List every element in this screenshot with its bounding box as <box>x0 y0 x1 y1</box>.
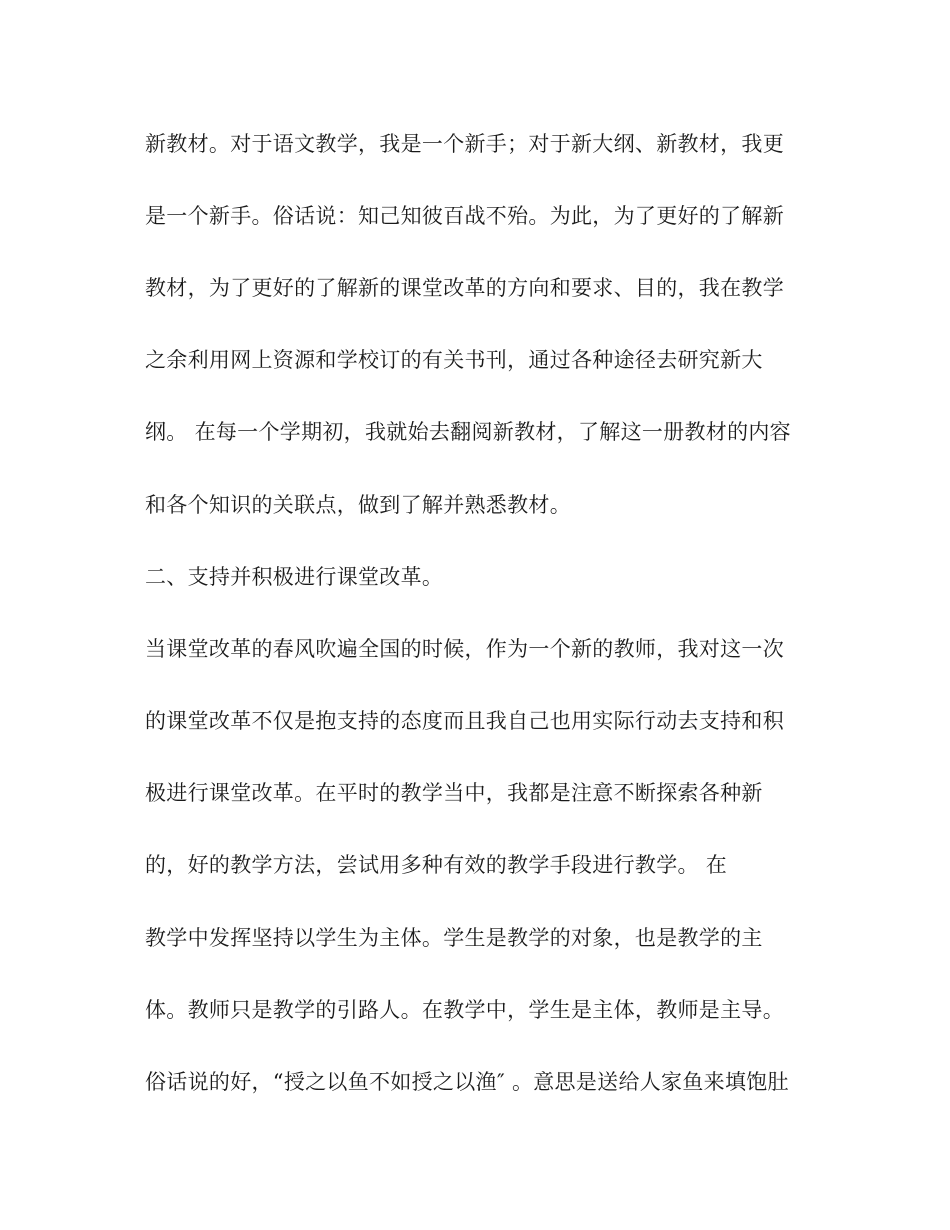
body-text-line: 是一个新手。俗话说：知己知彼百战不殆。为此，为了更好的了解新 <box>145 204 784 228</box>
body-text-line: 俗话说的好，“授之以鱼不如授之以渔″ 。意思是送给人家鱼来填饱肚 <box>145 1070 789 1094</box>
body-text-line: 的，好的教学方法，尝试用多种有效的教学手段进行教学。 在 <box>145 853 728 877</box>
body-text-line: 极进行课堂改革。在平时的教学当中，我都是注意不断探索各种新 <box>145 781 763 805</box>
section-heading: 二、支持并积极进行课堂改革。 <box>145 565 444 589</box>
body-text-line: 纲。 在每一个学期初，我就始去翻阅新教材，了解这一册教材的内容 <box>145 420 791 444</box>
body-text-line: 之余利用网上资源和学校订的有关书刊，通过各种途径去研究新大 <box>145 348 763 372</box>
body-text-line: 当课堂改革的春风吹遍全国的时候，作为一个新的教师，我对这一次 <box>145 637 784 661</box>
body-text-line: 教学中发挥坚持以学生为主体。学生是教学的对象，也是教学的主 <box>145 926 763 950</box>
body-text-line: 教材，为了更好的了解新的课堂改革的方向和要求、目的，我在教学 <box>145 276 784 300</box>
body-text-line: 体。教师只是教学的引路人。在教学中，学生是主体，教师是主导。 <box>145 998 784 1022</box>
body-text-line: 和各个知识的关联点，做到了解并熟悉教材。 <box>145 493 571 517</box>
body-text-line: 新教材。对于语文教学，我是一个新手；对于新大纲、新教材，我更 <box>145 132 784 156</box>
body-text-line: 的课堂改革不仅是抱支持的态度而且我自己也用实际行动去支持和积 <box>145 709 784 733</box>
